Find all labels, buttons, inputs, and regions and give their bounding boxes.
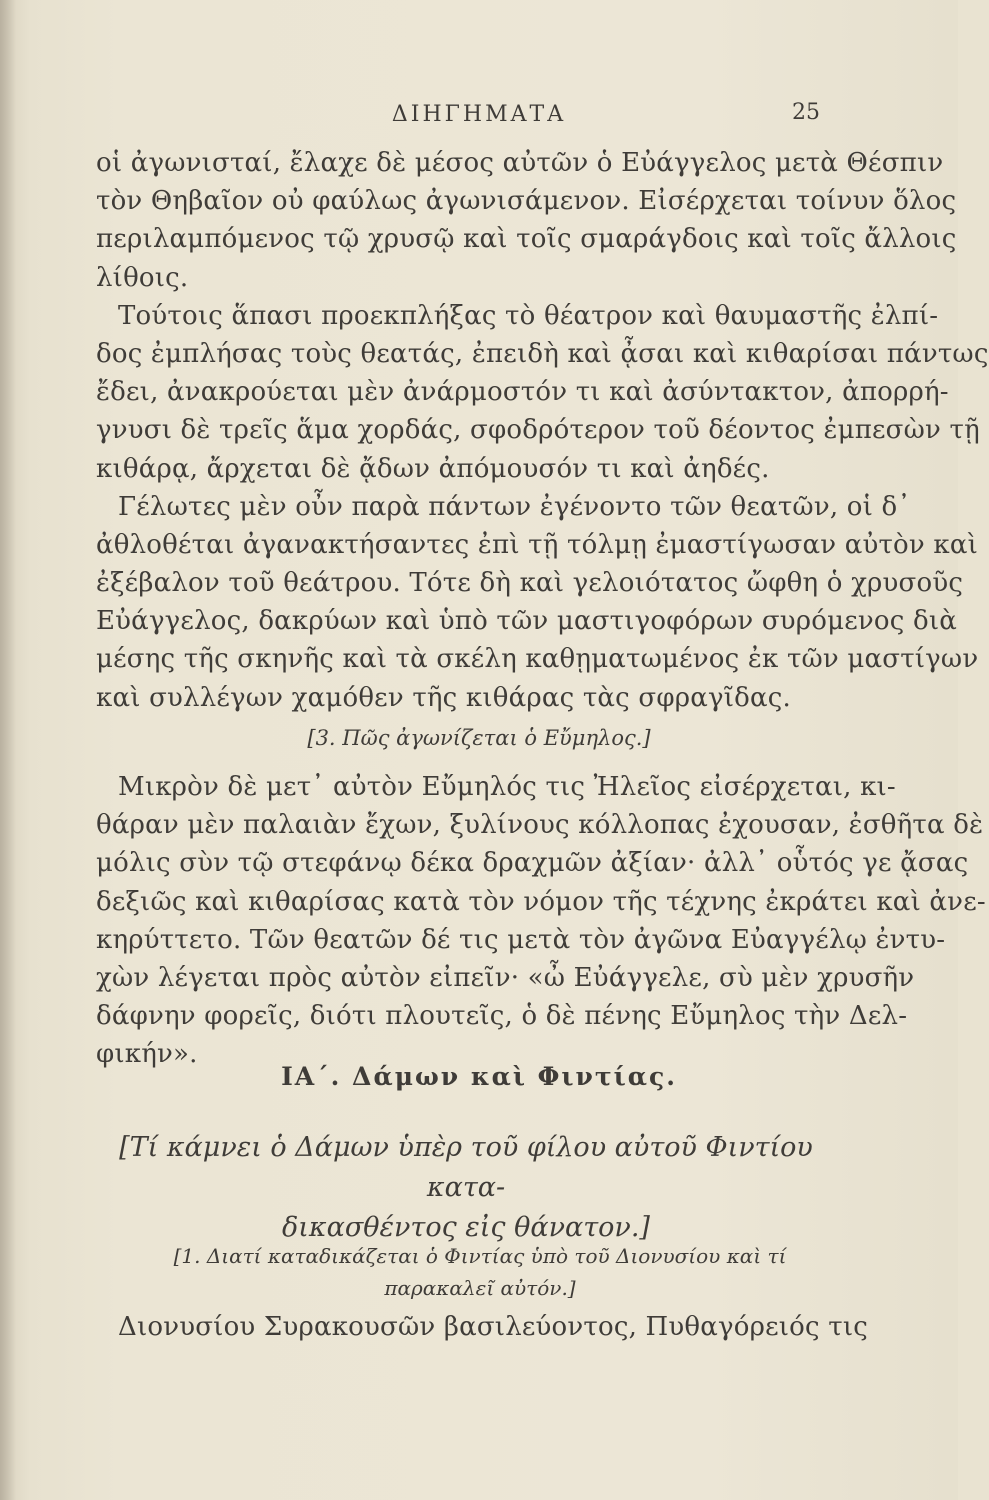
section-heading-text: Πῶς ἀγωνίζεται ὁ Εὔμηλος.]	[342, 726, 651, 750]
text-line: καὶ συλλέγων χαμόθεν τῆς κιθάρας τὰς σφραγῖδας.	[96, 682, 791, 713]
text-line: δος ἐμπλήσας τοὺς θεατάς, ἐπειδὴ καὶ ᾆσαι καὶ κιθαρίσαι πάντως	[96, 338, 989, 369]
text-line: ἔδει, ἀνακρούεται μὲν ἀνάρμοστόν τι καὶ ἀσύντακτον, ἀπορρή-	[96, 377, 949, 408]
text-line: Εὐάγγελος, δακρύων καὶ ὑπὸ τῶν μαστιγοφόρων συρόμενος διὰ	[96, 606, 958, 637]
text-line: θάραν μὲν παλαιὰν ἔχων, ξυλίνους κόλλοπας ἐχουσαν, ἐσθῆτα δὲ	[96, 810, 984, 841]
text-line: δάφνην φορεῖς, διότι πλουτεῖς, ὁ δὲ πένης Εὔμηλος τὴν Δελ-	[96, 1001, 908, 1032]
final-text-block	[96, 1308, 868, 1346]
text-line: λίθοις.	[96, 262, 189, 293]
spine-shadow	[0, 0, 16, 1500]
text-line: κηρύττετο. Τῶν θεατῶν δέ τις μετὰ τὸν ἀγῶνα Εὐαγγέλῳ ἐντυ-	[96, 924, 946, 955]
text-line: δεξιῶς καὶ κιθαρίσας κατὰ τὸν νόμον τῆς τέχνης ἐκράτει καὶ ἀνε-	[96, 886, 986, 917]
running-title: ΔΙΗΓΗΜΑΤΑ	[391, 102, 567, 127]
text-line: Γέλωτες μὲν οὖν παρὰ πάντων ἐγένοντο τῶν θεατῶν, οἱ δ᾽	[118, 491, 911, 522]
section-summary-line: παρακαλεῖ αὐτόν.]	[384, 1276, 576, 1300]
text-line: περιλαμπόμενος τῷ χρυσῷ καὶ τοῖς σμαράγδοις καὶ τοῖς ἄλλοις	[96, 224, 957, 255]
text-line: μέσης τῆς σκηνῆς καὶ τὰ σκέλη καθῃματωμένος ἐκ τῶν μαστίγων	[96, 644, 979, 675]
page-number: 25	[792, 100, 820, 125]
text-line: τὸν Θηβαῖον οὐ φαύλως ἀγωνισάμενον. Εἰσέρχεται τοίνυν ὅλος	[96, 186, 957, 217]
section-heading	[0, 726, 958, 750]
chapter-title: ΙΑ΄. Δάμων καὶ Φιντίας.	[281, 1062, 677, 1091]
text-line: γνυσι δὲ τρεῖς ἅμα χορδάς, σφοδρότερον τοῦ δέοντος ἐμπεσὼν τῇ	[96, 415, 980, 446]
text-line: ἐξέβαλον τοῦ θεάτρου. Τότε δὴ καὶ γελοιότατος ὤφθη ὁ χρυσοῦς	[96, 568, 964, 599]
chapter-summary	[96, 1128, 836, 1248]
text-line: κιθάρᾳ, ἄρχεται δὲ ᾄδων ἀπόμουσόν τι καὶ ἀηδές.	[96, 453, 770, 484]
section-heading-number: [3.	[307, 726, 336, 750]
text-line: χὼν λέγεται πρὸς αὐτὸν εἰπεῖν· «ὦ Εὐάγγελε, σὺ μὲν χρυσῆν	[96, 962, 915, 993]
text-line: Τούτοις ἅπασι προεκπλήξας τὸ θέατρον καὶ θαυμαστῆς ἐλπί-	[118, 300, 939, 331]
text-line: φικήν».	[96, 1039, 198, 1070]
text-line: Διονυσίου Συρακουσῶν βασιλεύοντος, Πυθαγόρειός τις	[118, 1312, 868, 1342]
section-summary	[120, 1240, 840, 1304]
chapter-summary-line: δικασθέντος εἰς θάνατον.]	[282, 1212, 650, 1243]
text-line: οἱ ἀγωνισταί, ἔλαχε δὲ μέσος αὐτῶν ὁ Εὐάγγελος μετὰ Θέσπιν	[96, 148, 944, 178]
text-line: ἀθλοθέται ἀγανακτήσαντες ἐπὶ τῇ τόλμῃ ἐμαστίγωσαν αὐτὸν καὶ	[96, 529, 978, 560]
text-line: μόλις σὺν τῷ στεφάνῳ δέκα δραχμῶν ἀξίαν· ἀλλ᾽ οὗτός γε ᾄσας	[96, 848, 969, 879]
section-summary-line: [1. Διατί καταδικάζεται ὁ Φιντίας ὑπὸ τοῦ Διονυσίου καὶ τί	[173, 1244, 787, 1268]
text-line: Μικρὸν δὲ μετ᾽ αὐτὸν Εὔμηλός τις Ἠλεῖος εἰσέρχεται, κι-	[118, 772, 896, 802]
running-head	[0, 98, 958, 132]
main-text-block	[96, 144, 989, 717]
chapter-summary-line: [Τί κάμνει ὁ Δάμων ὑπὲρ τοῦ φίλου αὐτοῦ Φιντίου κατα-	[119, 1132, 813, 1203]
second-text-block	[96, 768, 986, 1074]
